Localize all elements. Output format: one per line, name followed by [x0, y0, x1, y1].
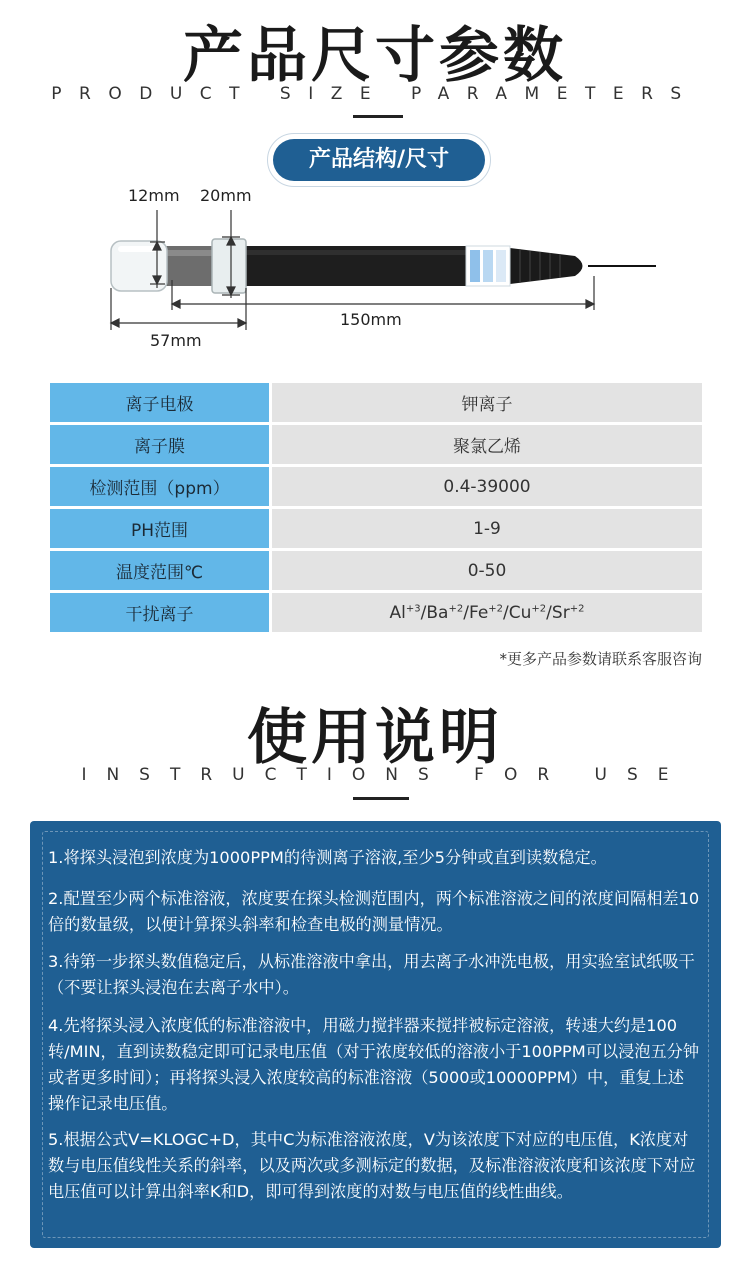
ion: $Sr^{+2}$ [551, 602, 585, 623]
instruction-step: 2.配置至少两个标准溶液，浓度要在探头检测范围内，两个标准溶液之间的浓度间隔相差10倍的数量级，以便计算探头斜率和检查电极的测量情况。 [48, 889, 700, 934]
contact-note: *更多产品参数请联系客服咨询 [499, 650, 702, 668]
section-subtitle-size: PRODUCT SIZE PARAMETERS [51, 84, 699, 104]
ion: $Fe^{+2}$ [468, 602, 504, 623]
ion: $Cu^{+2}$ [508, 602, 547, 623]
section-title-usage: 使用说明 [247, 703, 503, 773]
spec-key: 温度范围℃ [50, 551, 269, 590]
table-row [50, 467, 702, 506]
title-underline [353, 797, 409, 800]
table-row [50, 593, 702, 632]
dim-label-20mm: 20mm [200, 186, 252, 205]
spec-key: PH范围 [50, 509, 269, 548]
spec-value-ions: $Al^{+3}/Ba^{+2}/Fe^{+2}/Cu^{+2}/Sr^{+2}$ [269, 593, 702, 632]
spec-value: 0.4-39000 [269, 467, 702, 506]
ion: $Ba^{+2}$ [426, 602, 464, 623]
electrode-diagram [0, 180, 750, 370]
spec-value: 聚氯乙烯 [269, 425, 702, 464]
spec-key: 检测范围（ppm） [50, 467, 269, 506]
instructions-panel [30, 821, 721, 1248]
table-row [50, 509, 702, 548]
dim-label-12mm: 12mm [128, 186, 180, 205]
structure-badge: 产品结构/尺寸 [273, 139, 485, 181]
instruction-step: 3.待第一步探头数值稳定后，从标准溶液中拿出，用去离子水冲洗电极，用实验室试纸吸干（不要让探头浸泡在去离子水中）。 [48, 952, 695, 997]
sleeve-ring [212, 239, 246, 293]
ion: $Al^{+3}$ [389, 602, 421, 623]
table-row [50, 383, 702, 422]
spec-key: 离子电极 [50, 383, 269, 422]
dim-label-57mm: 57mm [150, 331, 202, 350]
strain-relief [510, 248, 583, 284]
table-row [50, 425, 702, 464]
section-subtitle-usage: INSTRUCTIONS FOR USE [81, 765, 689, 785]
spec-value: 钾离子 [269, 383, 702, 422]
spec-key: 离子膜 [50, 425, 269, 464]
title-underline [353, 115, 403, 118]
dim-label-150mm: 150mm [340, 310, 402, 329]
spec-table [50, 380, 702, 635]
spec-value: 0-50 [269, 551, 702, 590]
instruction-step: 1.将探头浸泡到浓度为1000PPM的待测离子溶液,至少5分钟或直到读数稳定。 [48, 848, 607, 867]
instruction-step: 4.先将探头浸入浓度低的标准溶液中，用磁力搅拌器来搅拌被标定溶液，转速大约是100转/MIN，直到读数稳定即可记录电压值（对于浓度较低的溶液小于100PPM可以浸泡五分钟或者更多时间）；再将探头浸入浓度较高的标准溶液（5000或10000PPM）中，重复上述操作记录电压值。 [48, 1016, 700, 1113]
table-row [50, 551, 702, 590]
instruction-step: 5.根据公式V=KLOGC+D，其中C为标准溶液浓度，V为该浓度下对应的电压值，K浓度对数与电压值线性关系的斜率，以及两次或多测标定的数据，及标准溶液浓度和该浓度下对应电压值可以计算出斜率K和D，即可得到浓度的对数与电压值的线性曲线。 [48, 1130, 696, 1201]
spec-value: 1-9 [269, 509, 702, 548]
section-title-size: 产品尺寸参数 [183, 21, 567, 91]
spec-key: 干扰离子 [50, 593, 269, 632]
